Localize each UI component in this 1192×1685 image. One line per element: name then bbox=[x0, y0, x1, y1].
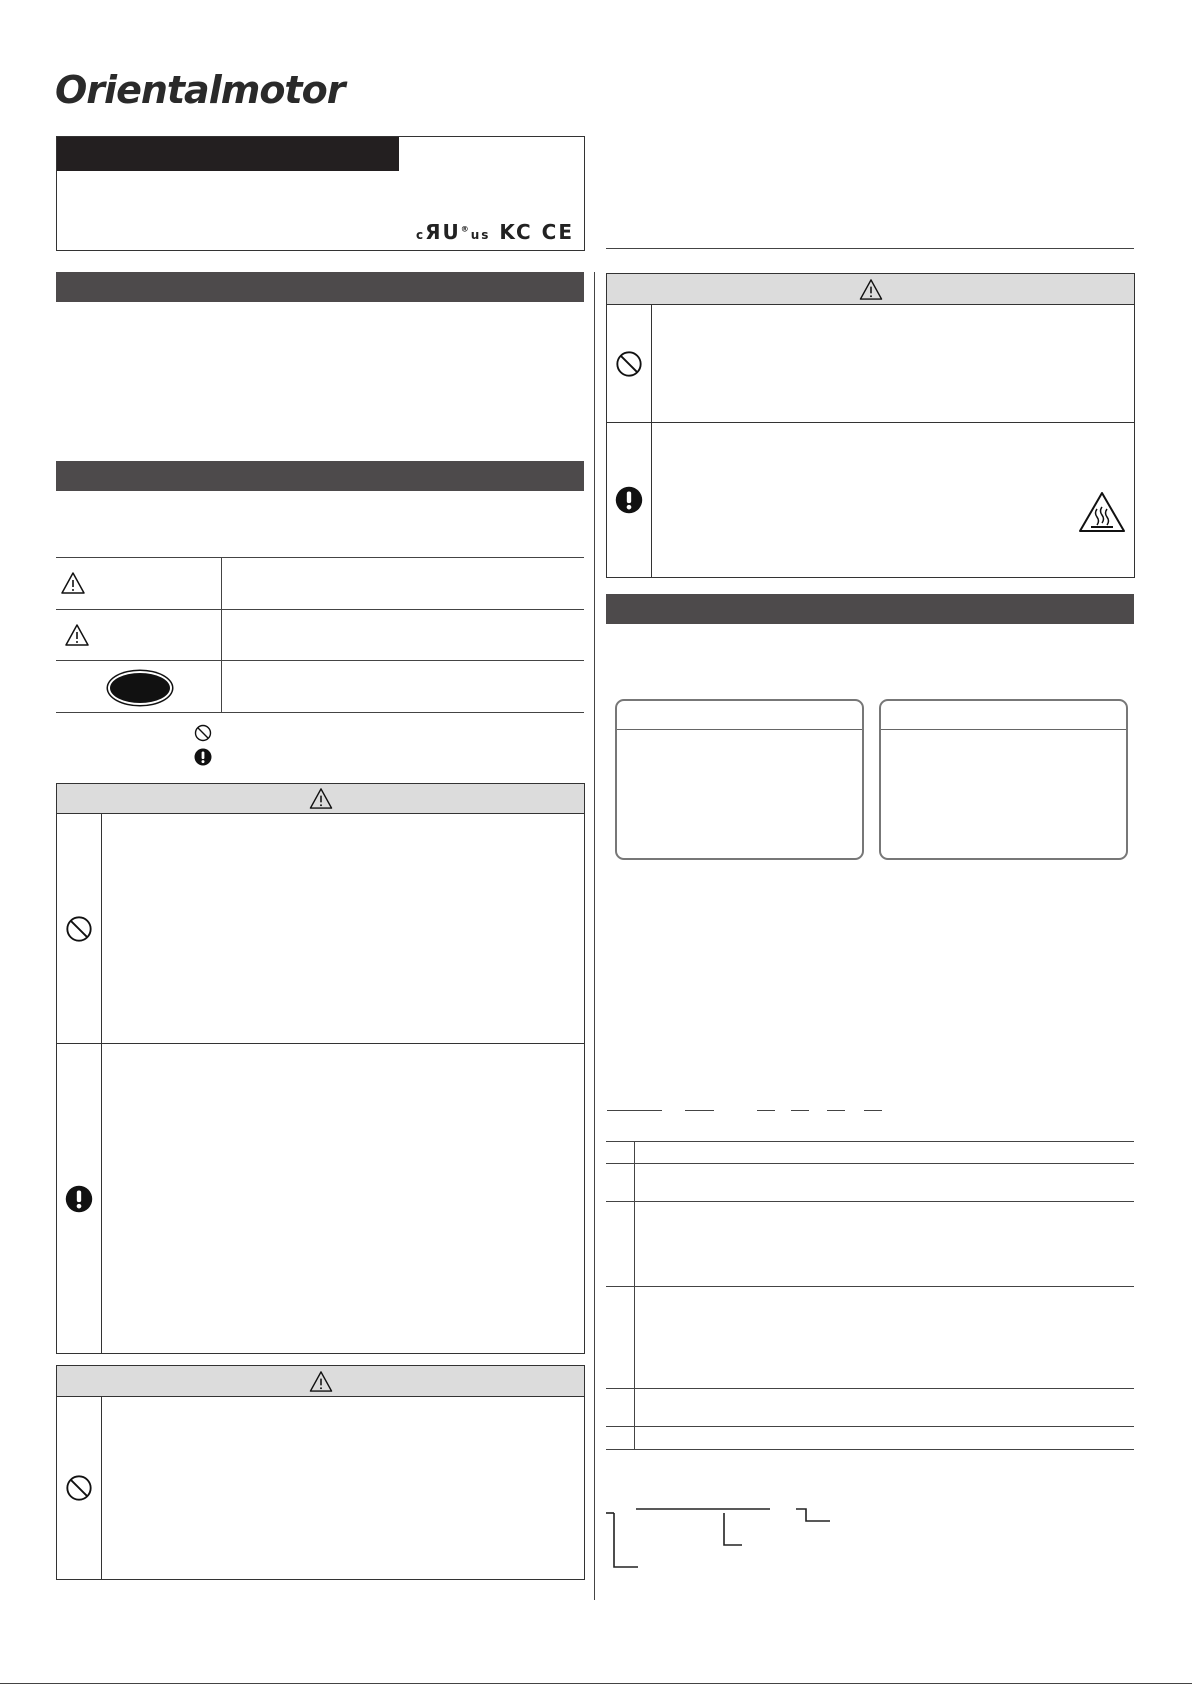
caution-continued-row-separator bbox=[607, 422, 1134, 423]
signal-table-row-2-rule bbox=[56, 660, 584, 661]
column-divider bbox=[594, 272, 595, 1600]
note-oval-icon bbox=[108, 671, 172, 705]
model-table-divider bbox=[634, 1141, 635, 1449]
warning-triangle-icon bbox=[56, 569, 90, 597]
caution-triangle-icon bbox=[60, 621, 94, 649]
model-code-underline-6 bbox=[864, 1110, 882, 1111]
model-code-underline-2 bbox=[685, 1110, 714, 1111]
model-table-rule-3 bbox=[606, 1201, 1134, 1202]
model-code-underline-5 bbox=[827, 1110, 845, 1111]
hot-surface-icon bbox=[1078, 491, 1126, 533]
model-bracket-diagram bbox=[604, 1505, 834, 1573]
model-table-rule-7 bbox=[606, 1449, 1134, 1450]
title-bar bbox=[57, 137, 399, 171]
caution-box-continued bbox=[606, 273, 1135, 578]
prohibited-icon bbox=[65, 1474, 93, 1502]
us-mark: us bbox=[470, 228, 491, 242]
model-table-rule-2 bbox=[606, 1163, 1134, 1164]
mandatory-icon bbox=[615, 486, 643, 514]
warning-prohibited-cell bbox=[57, 814, 102, 1043]
caution-box bbox=[56, 1365, 585, 1580]
ul-registered-mark: ® bbox=[460, 224, 471, 234]
prohibited-icon bbox=[615, 350, 643, 378]
prohibited-icon bbox=[193, 723, 213, 743]
caution-box-continued-header bbox=[607, 274, 1134, 305]
model-table-rule-5 bbox=[606, 1388, 1134, 1389]
warning-box-header bbox=[57, 784, 584, 814]
model-code-underline-1 bbox=[607, 1110, 662, 1111]
warning-box bbox=[56, 783, 585, 1354]
caution-prohibited-cell bbox=[57, 1397, 102, 1579]
warning-mandatory-cell bbox=[57, 1044, 102, 1353]
prohibited-icon bbox=[65, 915, 93, 943]
warning-triangle-icon bbox=[308, 787, 334, 810]
caution-triangle-icon bbox=[308, 1370, 334, 1393]
page-bottom-rule bbox=[0, 1683, 1192, 1684]
brand-logo: Orientalmotor bbox=[55, 68, 345, 112]
info-box-left-divider bbox=[617, 729, 862, 730]
model-table-rule-6 bbox=[606, 1426, 1134, 1427]
mandatory-icon bbox=[65, 1185, 93, 1213]
signal-table-top bbox=[56, 557, 584, 558]
info-box-right-divider bbox=[881, 729, 1126, 730]
info-box-left bbox=[615, 699, 864, 860]
section-bar-3 bbox=[606, 594, 1134, 624]
header-rule bbox=[606, 248, 1134, 249]
kc-mark: KC bbox=[499, 220, 533, 244]
model-table-rule-1 bbox=[606, 1141, 1134, 1142]
ce-mark: CE bbox=[541, 220, 574, 244]
model-table-rule-4 bbox=[606, 1286, 1134, 1287]
caution-box-header bbox=[57, 1366, 584, 1397]
section-bar-2 bbox=[56, 461, 584, 491]
c-mark: c bbox=[415, 228, 426, 242]
model-code-underline-3 bbox=[757, 1110, 775, 1111]
section-bar-1 bbox=[56, 272, 584, 302]
certification-marks bbox=[416, 220, 574, 244]
caution-continued-prohibited-cell bbox=[607, 305, 652, 422]
signal-table-row-1-rule bbox=[56, 609, 584, 610]
signal-table-bottom bbox=[56, 712, 584, 713]
ul-mark: ЯU bbox=[425, 220, 461, 244]
model-code-underline-4 bbox=[791, 1110, 809, 1111]
info-box-right bbox=[879, 699, 1128, 860]
signal-table-divider bbox=[221, 557, 222, 712]
caution-triangle-icon bbox=[858, 278, 884, 301]
title-box bbox=[56, 136, 585, 251]
mandatory-icon bbox=[193, 747, 213, 767]
caution-continued-mandatory-cell bbox=[607, 423, 652, 577]
warning-row-separator bbox=[57, 1043, 584, 1044]
